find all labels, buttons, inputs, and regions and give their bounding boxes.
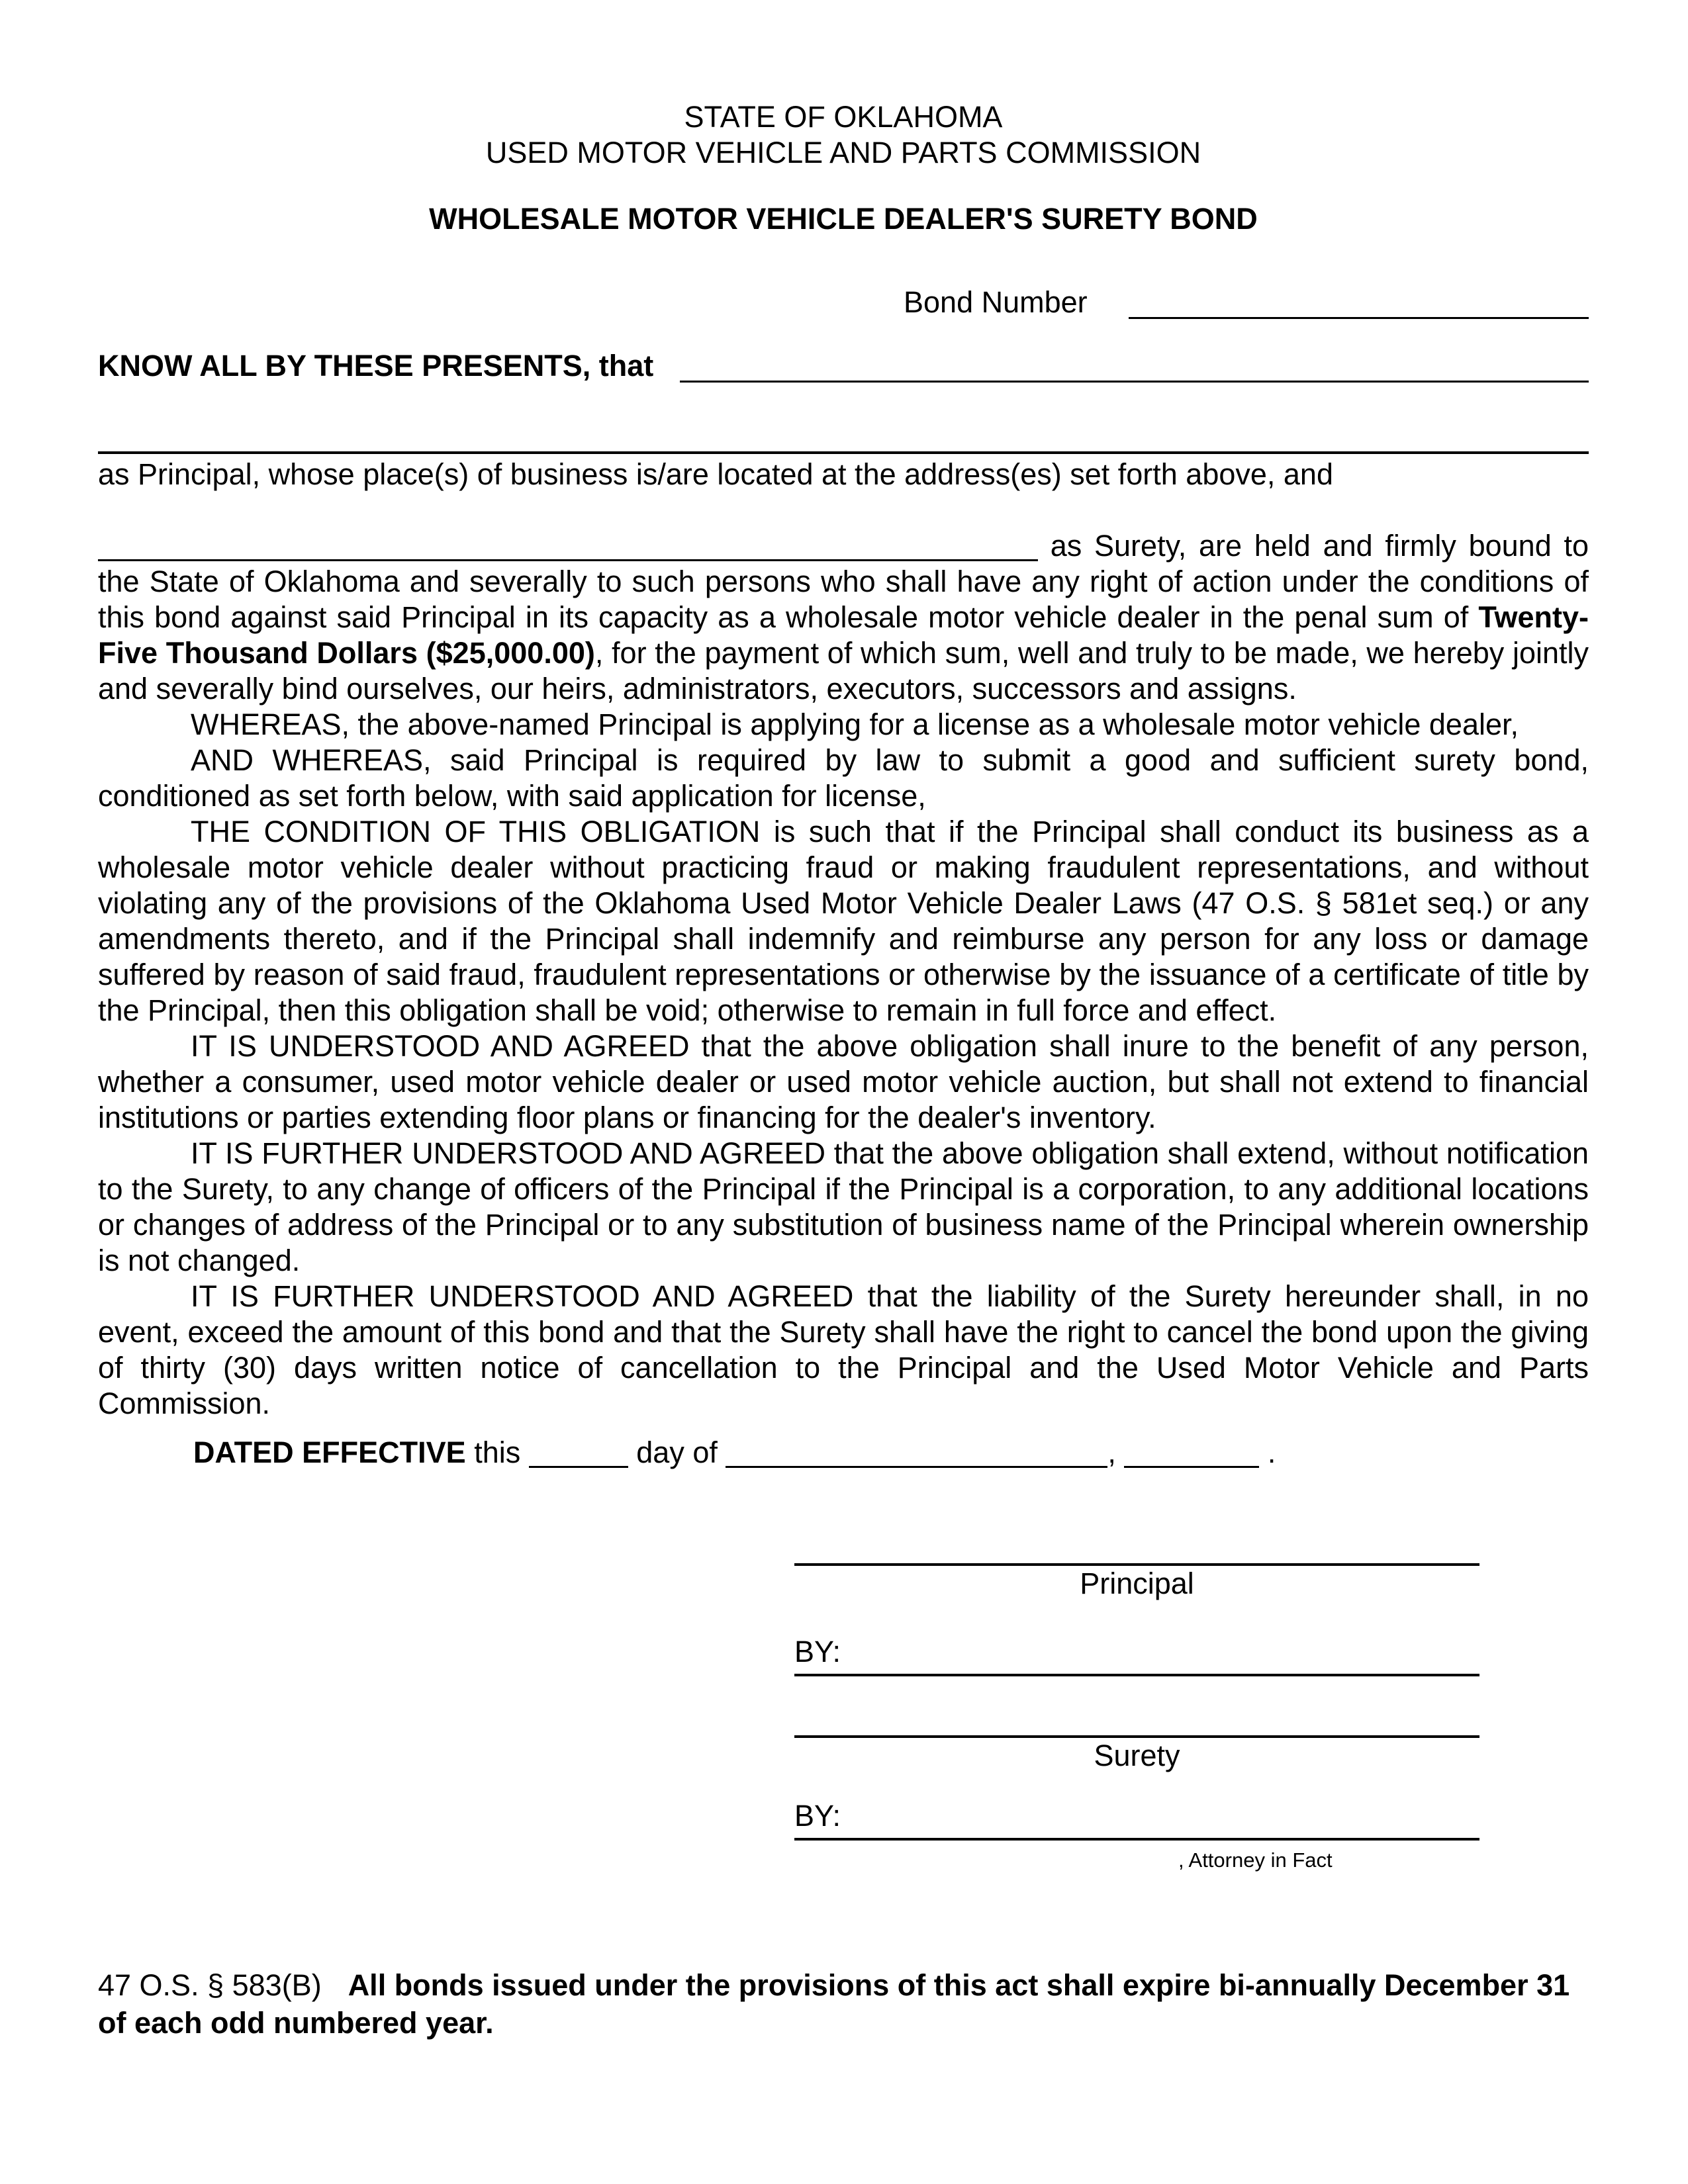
- signature-block: [794, 1563, 1479, 1874]
- bond-number-row: [98, 285, 1589, 320]
- document-content: [98, 0, 1589, 2042]
- further-understood-paragraph-1: IT IS FURTHER UNDERSTOOD AND AGREED that the above obligation shall extend, without notification to the Surety, to any change of officers of the Principal if the Principal is a corporation, to any additional locations or changes of address of the Principal or to any substitution of business name of the Principal wherein ownership is not changed.: [98, 1136, 1589, 1277]
- principal-caption: Principal: [1080, 1567, 1194, 1600]
- header-state-line: STATE OF OKLAHOMA: [684, 100, 1003, 134]
- bond-number-label: Bond Number: [904, 285, 1088, 319]
- principal-by-field[interactable]: [794, 1634, 1479, 1676]
- dated-effective-row: [98, 1435, 1589, 1471]
- further-understood-paragraph-2: IT IS FURTHER UNDERSTOOD AND AGREED that the liability of the Surety hereunder shall, in no event, exceed the amount of this bond and that the Surety shall have the right to cancel the bond upon the giving of thirty (30) days written notice of cancellation to the Principal and the Used Motor Vehicle and Parts Commission.: [98, 1279, 1589, 1420]
- dated-comma: ,: [1107, 1435, 1116, 1469]
- surety-caption: Surety: [1094, 1739, 1180, 1772]
- presents-label: KNOW ALL BY THESE PRESENTS, that: [98, 349, 654, 383]
- statute-note: [98, 1966, 1589, 2042]
- by-label: BY:: [794, 1635, 841, 1668]
- statute-citation: 47 O.S. § 583(B): [98, 1968, 322, 2002]
- principal-address-field[interactable]: [98, 451, 1589, 454]
- dated-day-of-word: day of: [636, 1435, 718, 1469]
- dated-period: .: [1267, 1435, 1276, 1469]
- header-commission-line: USED MOTOR VEHICLE AND PARTS COMMISSION: [485, 136, 1201, 169]
- penal-sum-amount: Twenty-Five Thousand Dollars ($25,000.00): [98, 600, 1589, 670]
- principal-name-field[interactable]: [680, 381, 1589, 383]
- dated-effective-label: DATED EFFECTIVE: [193, 1435, 466, 1469]
- attorney-in-fact-label: , Attorney in Fact: [1178, 1848, 1333, 1872]
- month-field[interactable]: [726, 1460, 1107, 1468]
- statute-text: All bonds issued under the provisions of this act shall expire bi-annually December 31 of each odd numbered year.: [98, 1968, 1570, 2040]
- whereas-paragraph: WHEREAS, the above-named Principal is applying for a license as a wholesale motor vehicle dealer,: [191, 707, 1519, 741]
- document-title: WHOLESALE MOTOR VEHICLE DEALER'S SURETY BOND: [429, 202, 1258, 236]
- surety-by-field[interactable]: [794, 1798, 1479, 1841]
- surety-clause-text-after: , for the payment of which sum, well and truly to be made, we hereby jointly and severally bind ourselves, our heirs, administrators, executors, successors and assigns.: [98, 636, 1589, 705]
- year-field[interactable]: [1124, 1460, 1259, 1468]
- day-number-field[interactable]: [529, 1460, 628, 1468]
- presents-row: [98, 348, 1589, 384]
- by-label: BY:: [794, 1799, 841, 1833]
- surety-clause-text: as Surety, are held and firmly bound to the State of Oklahoma and severally to such persons who shall have any right of action under the conditions of this bond against said Principal in its capacity as a wholesale motor vehicle dealer in the penal sum of: [98, 529, 1589, 634]
- principal-clause: as Principal, whose place(s) of business is/are located at the address(es) set forth above, and: [98, 457, 1333, 491]
- understood-agreed-paragraph: IT IS UNDERSTOOD AND AGREED that the above obligation shall inure to the benefit of any person, whether a consumer, used motor vehicle dealer or used motor vehicle auction, but shall not extend to financial institutions or parties extending floor plans or financing for the dealer's inventory.: [98, 1029, 1589, 1134]
- and-whereas-paragraph: AND WHEREAS, said Principal is required by law to submit a good and sufficient surety bond, conditioned as set forth below, with said application for license,: [98, 743, 1589, 813]
- surety-obligation-paragraph: [98, 528, 1589, 707]
- surety-name-field[interactable]: [98, 553, 1038, 561]
- bond-number-field[interactable]: [1129, 317, 1589, 319]
- document-header: [98, 99, 1589, 237]
- condition-paragraph: THE CONDITION OF THIS OBLIGATION is such that if the Principal shall conduct its business as a wholesale motor vehicle dealer without practicing fraud or making fraudulent representations, and without violating any of the provisions of the Oklahoma Used Motor Vehicle Dealer Laws (47 O.S. § 581et seq.) or any amendments thereto, and if the Principal shall indemnify and reimburse any person for any loss or damage suffered by reason of said fraud, fraudulent representations or otherwise by the issuance of a certificate of title by the Principal, then this obligation shall be void; otherwise to remain in full force and effect.: [98, 815, 1589, 1027]
- dated-this-word: this: [474, 1435, 521, 1469]
